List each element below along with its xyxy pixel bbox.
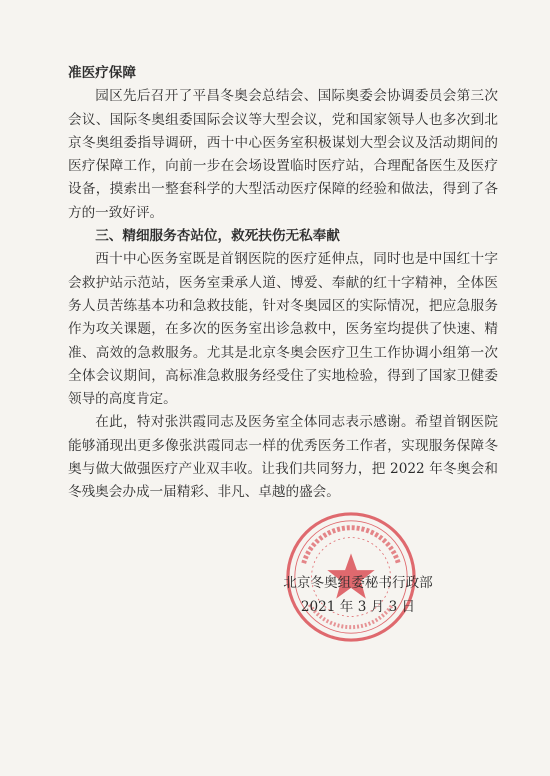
section3-heading: 三、精细服务杏站位，救死扶伤无私奉献 — [95, 228, 340, 245]
paragraph-first-aid: 西十中心医务室既是首钢医院的医疗延伸点，同时也是中国红十字会救护站示范站，医务室秉承人道、博爱、奉献的红十字精神，全体医务人员苦练基本功和急救技能，针对冬奥园区的实际情况，把应急服务作为攻关课题，在多次的医务室出诊急救中，医务室均提供了快速、精准、高效的急救服务。尤其是北京冬奥会医疗卫生工作协调小组第一次全体会议期间，高标准急救服务经受住了实地检验，得到了国家卫健委领导的高度肯定。 — [68, 251, 498, 408]
paragraph-meetings: 园区先后召开了平昌冬奥会总结会、国际奥委会协调委员会第三次会议、国际冬奥组委国际会议等大型会议，党和国家领导人也多次到北京冬奥组委指导调研，西十中心医务室积极谋划大型会议及活动期间的医疗保障工作，向前一步在会场设置临时医疗站，合理配备医生及医疗设备，摸索出一整套科学的大型活动医疗保障的经验和做法，得到了各方的一致好评。 — [68, 88, 498, 221]
signature-block — [278, 571, 438, 619]
section2-heading-fragment: 准医疗保障 — [68, 65, 136, 81]
paragraph-thanks: 在此，特对张洪霞同志及医务室全体同志表示感谢。希望首钢医院能够涌现出更多像张洪霞同志一样的优秀医务工作者，实现服务保障冬奥与做大做强医疗产业双丰收。让我们共同努力，把 2022 年冬奥会和冬残奥会办成一届精彩、非凡、卓越的盛会。 — [68, 414, 498, 501]
signature-organization: 北京冬奥组委秘书行政部 — [283, 575, 433, 591]
letter-body — [68, 62, 498, 505]
signature-date: 2021 年 3 月 3 日 — [300, 599, 416, 615]
